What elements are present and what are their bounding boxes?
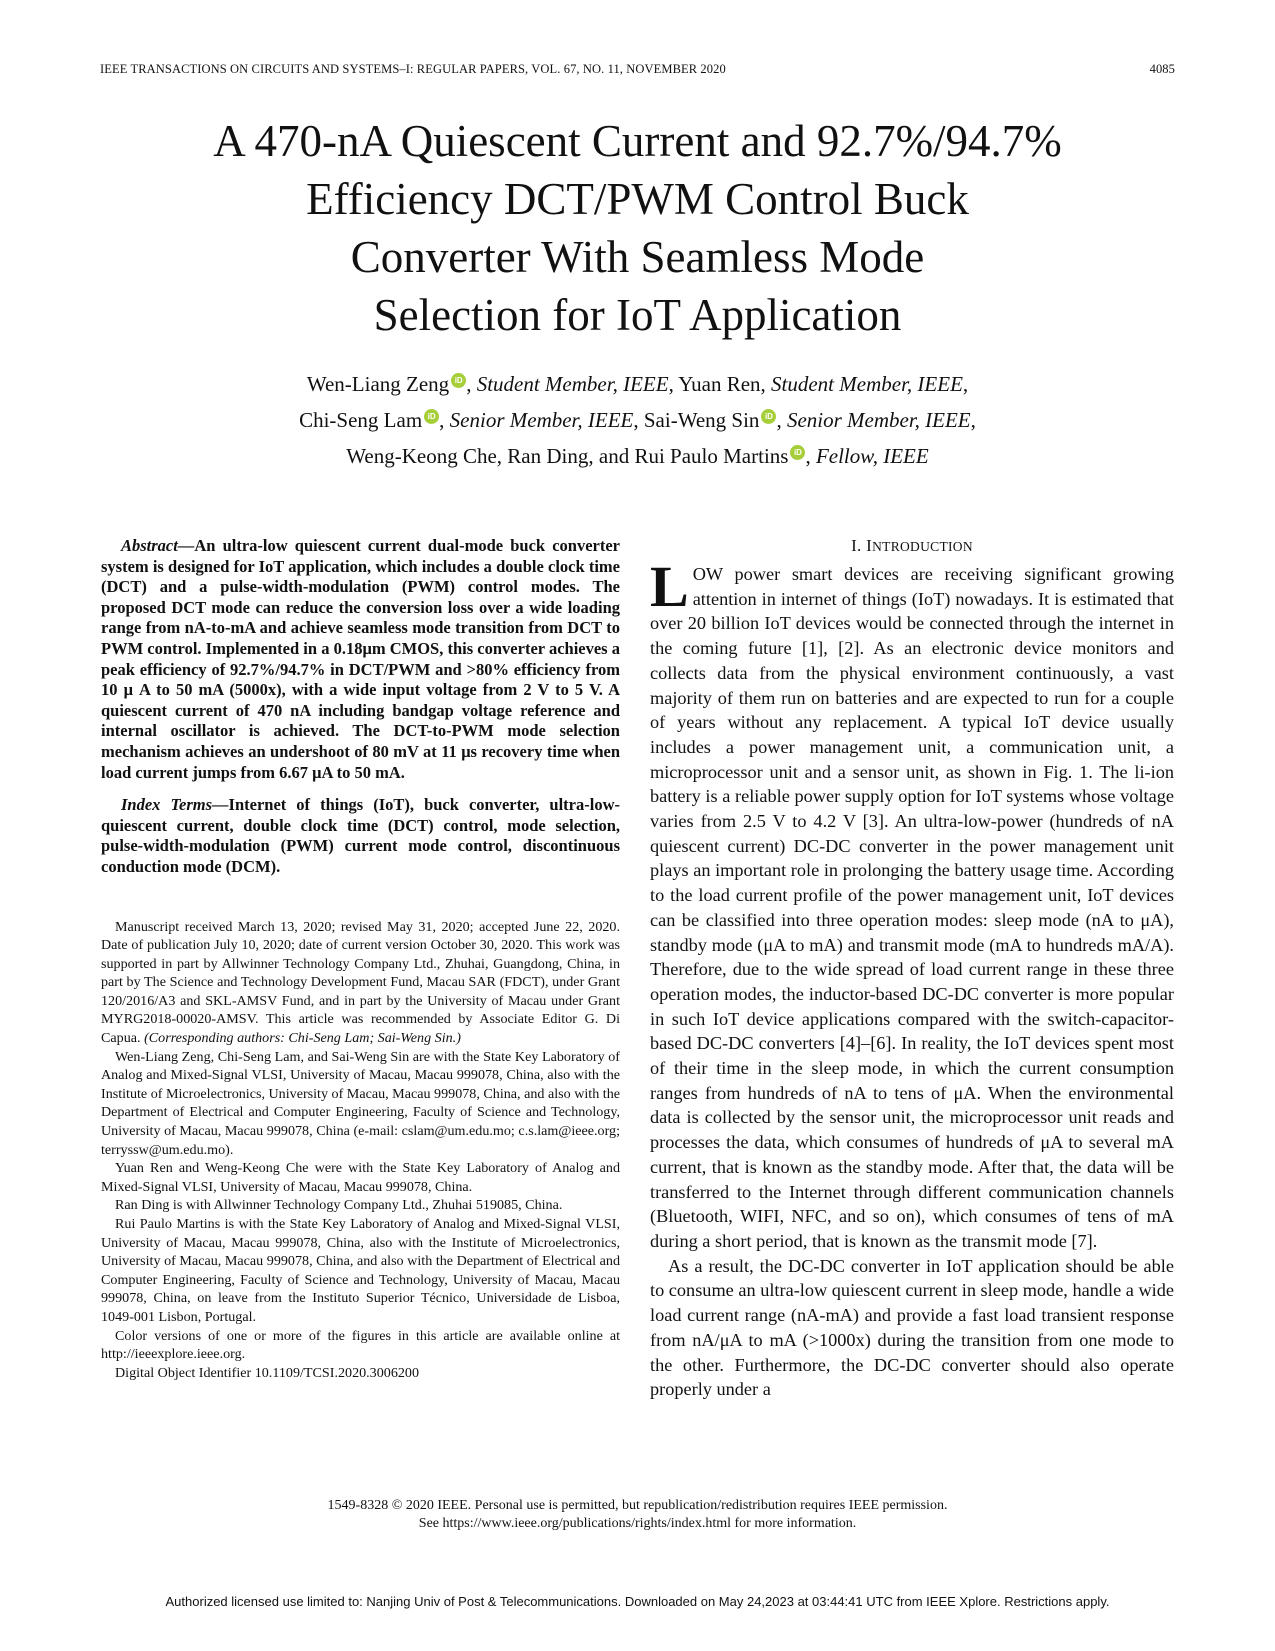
author-name: , Sai-Weng Sin bbox=[633, 408, 760, 432]
author-list bbox=[0, 366, 1275, 474]
author-name: Chi-Seng Lam bbox=[299, 408, 423, 432]
index-terms-label: Index Terms— bbox=[121, 795, 229, 815]
separator: , bbox=[962, 372, 969, 396]
orcid-icon[interactable]: iD bbox=[790, 445, 805, 460]
member-grade: Student Member, IEEE bbox=[771, 372, 963, 396]
member-grade: Student Member, IEEE bbox=[476, 372, 669, 396]
index-terms bbox=[101, 795, 620, 877]
authorized-use-notice: Authorized licensed use limited to: Nanjing Univ of Post & Telecommunications. Downloaded on May 24,2023 at 03:44:41 UTC from IEEE Xplore. Restrictions apply. bbox=[165, 1594, 1110, 1609]
page-number: 4085 bbox=[1149, 62, 1175, 76]
member-grade: Senior Member, IEEE bbox=[449, 408, 634, 432]
separator: , bbox=[776, 408, 787, 432]
copyright-line: 1549-8328 © 2020 IEEE. Personal use is permitted, but republication/redistribution requires IEEE permission. bbox=[327, 1498, 948, 1513]
color-note: Color versions of one or more of the figures in this article are available online at http://ieeexplore.ieee.org. bbox=[101, 1327, 620, 1363]
member-grade: Fellow, IEEE bbox=[815, 444, 929, 468]
left-column bbox=[101, 536, 620, 1382]
author-line bbox=[0, 402, 1275, 438]
orcid-icon[interactable]: iD bbox=[761, 409, 776, 424]
author-line bbox=[0, 438, 1275, 474]
author-name: Weng-Keong Che, Ran Ding, and Rui Paulo Martins bbox=[346, 444, 789, 468]
title-line: Converter With Seamless Mode bbox=[350, 232, 925, 282]
orcid-icon[interactable]: iD bbox=[424, 409, 439, 424]
paragraph-text: OW power smart devices are receiving significant growing attention in internet of things (IoT) nowadays. It is estimated that over 20 billion IoT devices would be connected through the internet in the coming future [1], [2]. As an electronic device monitors and collects data from the physical environment continuously, a vast majority of them run on batteries and are expected to run for a couple of years without any replacement. A typical IoT device usually includes a power management unit, a communication unit, a microprocessor unit and a sensor unit, as shown in Fig. 1. The li-ion battery is a reliable power supply option for IoT systems whose voltage varies from 2.5 V to 4.2 V [3]. An ultra-low-power (hundreds of nA quiescent current) DC-DC converter in the power management unit plays an important role in prolonging the battery usage time. According to the load current profile of the power management unit, IoT devices can be classified into three operation modes: sleep mode (nA to μA), standby mode (μA to mA) and transmit mode (mA to hundreds mA/A). Therefore, due to the wide spread of load current range in these three operation modes, the inductor-based DC-DC converter is more popular in such IoT device applications compared with the switch-capacitor-based DC-DC converters [4]–[6]. In reality, the IoT devices spent most of their time in the sleep mode, in which the current consumption ranges from hundreds of nA to tens of μA. When the environmental data is collected by the sensor unit, the microprocessor unit reads and processes the data, which consumes of hundreds of μA to several mA current, that is known as the standby mode. After that, the data will be transferred to the Internet through different communication channels (Bluetooth, WIFI, NFC, and so on), which consumes of tens of mA during a short period, that is known as the transmit mode [7]. bbox=[650, 564, 1174, 1251]
intro-paragraph: As a result, the DC-DC converter in IoT application should be able to consume an ultra-low quiescent current in sleep mode, handle a wide load current range (nA-mA) and provide a fast load transient response from nA/μA to mA (>1000x) during the transition from one mode to the other. Furthermore, the DC-DC converter should also operate properly under a bbox=[650, 1255, 1174, 1400]
section-title-rest: NTRODUCTION bbox=[872, 539, 973, 554]
separator: , bbox=[970, 408, 976, 432]
rights-link-line: See https://www.ieee.org/publications/rights/index.html for more information. bbox=[418, 1516, 857, 1531]
separator: , bbox=[439, 408, 450, 432]
copyright-notice bbox=[0, 1497, 1275, 1533]
paper-title bbox=[0, 112, 1275, 344]
manuscript-text: Manuscript received March 13, 2020; revised May 31, 2020; accepted June 22, 2020. Date of publication July 10, 2020; date of current version October 30, 2020. This work was supported in part by Allwinner Technology Company Ltd., Zhuhai, Guangdong, China, in part by The Science and Technology Development Fund, Macau SAR (FDCT), under Grant 120/2016/A3 and SKL-AMSV Fund, and in part by the University of Macau under Grant MYRG2018-00020-AMSV. This article was recommended by Associate Editor G. Di Capua. bbox=[101, 918, 620, 1047]
abstract bbox=[101, 536, 620, 783]
title-line: Efficiency DCT/PWM Control Buck bbox=[306, 174, 969, 224]
affiliation-note: Wen-Liang Zeng, Chi-Seng Lam, and Sai-Weng Sin are with the State Key Laboratory of Analog and Mixed-Signal VLSI, University of Macau, Macau 999078, China, also with the Institute of Microelectronics, University of Macau, Macau 999078, China, and also with the Department of Electrical and Computer Engineering, Faculty of Science and Technology, University of Macau, Macau 999078, China (e-mail: cslam@um.edu.mo; c.s.lam@ieee.org; terryssw@um.edu.mo). bbox=[101, 1048, 620, 1158]
intro-paragraph bbox=[650, 554, 1174, 1254]
doi-note: Digital Object Identifier 10.1109/TCSI.2020.3006200 bbox=[115, 1364, 420, 1381]
separator: , bbox=[805, 444, 816, 468]
affiliation-note: Yuan Ren and Weng-Keong Che were with the State Key Laboratory of Analog and Mixed-Signal VLSI, University of Macau, Macau 999078, China. bbox=[101, 1160, 620, 1195]
abstract-text: An ultra-low quiescent current dual-mode buck converter system is designed for IoT application, which includes a double clock time (DCT) and a pulse-width-modulation (PWM) control modes. The proposed DCT mode can reduce the conversion loss over a wide loading range from nA-to-mA and achieve seamless mode transition from DCT to PWM control. Implemented in a 0.18μm CMOS, this converter achieves a peak efficiency of 92.7%/94.7% in DCT/PWM and >80% efficiency from 10 μ A to 50 mA (5000x), with a wide input voltage from 2 V to 5 V. A quiescent current of 470 nA including bandgap voltage reference and internal oscillator is achieved. The DCT-to-PWM mode selection mechanism achieves an undershoot of 80 mV at 11 μs recovery time when load current jumps from 6.67 μA to 50 mA. bbox=[101, 536, 620, 782]
section-heading bbox=[650, 536, 1174, 556]
journal-name: IEEE TRANSACTIONS ON CIRCUITS AND SYSTEMS–I: REGULAR PAPERS, VOL. 67, NO. 11, NOVEMBER 2020 bbox=[100, 62, 726, 76]
author-name: Wen-Liang Zeng bbox=[306, 372, 450, 396]
separator: , bbox=[466, 372, 477, 396]
drop-cap: L bbox=[650, 554, 689, 619]
manuscript-note bbox=[101, 918, 620, 1048]
orcid-icon[interactable]: iD bbox=[451, 373, 466, 388]
author-line bbox=[0, 366, 1275, 402]
title-line: A 470-nA Quiescent Current and 92.7%/94.7% bbox=[213, 116, 1062, 166]
corresponding-authors: (Corresponding authors: Chi-Seng Lam; Sai-Weng Sin.) bbox=[144, 1030, 461, 1047]
author-name: , Yuan Ren, bbox=[668, 372, 772, 396]
affiliation-note: Rui Paulo Martins is with the State Key Laboratory of Analog and Mixed-Signal VLSI, University of Macau, Macau 999078, China, also with the Institute of Microelectronics, University of Macau, Macau 999078, China, and also with the Department of Electrical and Computer Engineering, Faculty of Science and Technology, University of Macau, Macau 999078, China, on leave from the Instituto Superior Técnico, Universidade de Lisboa, 1049-001 Lisbon, Portugal. bbox=[101, 1216, 620, 1325]
affiliation-note: Ran Ding is with Allwinner Technology Company Ltd., Zhuhai 519085, China. bbox=[115, 1197, 563, 1214]
right-column bbox=[650, 536, 1174, 1402]
index-terms-text: Internet of things (IoT), buck converter, ultra-low-quiescent current, double clock time (DCT) control, mode selection, pulse-width-modulation (PWM) current mode control, discontinuous conduction mode (DCM). bbox=[101, 795, 620, 876]
footnotes bbox=[101, 918, 620, 1383]
running-header bbox=[100, 62, 1175, 77]
title-line: Selection for IoT Application bbox=[373, 290, 902, 340]
section-title-initial: I bbox=[866, 536, 873, 555]
section-number: I. bbox=[851, 536, 867, 555]
member-grade: Senior Member, IEEE bbox=[786, 408, 971, 432]
abstract-label: Abstract— bbox=[121, 536, 195, 555]
